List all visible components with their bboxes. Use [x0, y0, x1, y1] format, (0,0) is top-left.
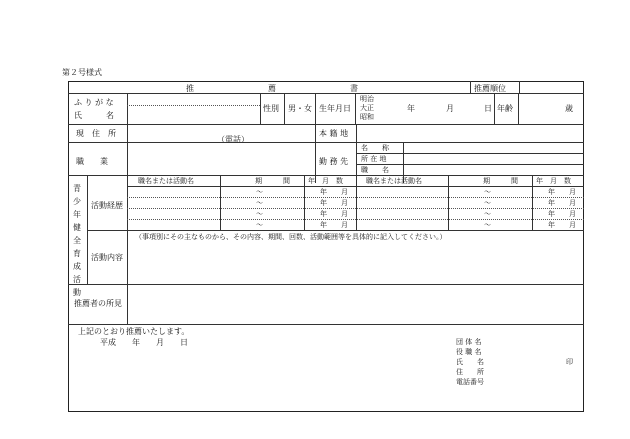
history-period-tilde-3b: ～: [484, 210, 491, 218]
dob-day-unit: 日: [484, 104, 492, 113]
sex-label: 性別: [263, 104, 279, 113]
history-header-org-1: 職名または活動名: [138, 177, 194, 185]
content-label: 活動内容: [91, 253, 123, 262]
title-char-3: 書: [350, 84, 358, 93]
era-showa: 昭和: [360, 113, 374, 121]
age-label: 年齢: [497, 104, 513, 113]
history-header-period-2: 期 間: [483, 177, 518, 185]
title-char-2: 薦: [268, 84, 276, 93]
work-position-label: 職 名: [361, 166, 389, 174]
history-header-years-1: 年 月 数: [308, 177, 343, 185]
title-char-1: 推: [186, 84, 194, 93]
history-period-tilde-4b: ～: [484, 221, 491, 229]
history-ym-2b: 年 月: [548, 199, 576, 207]
content-note: （事項別にその主なものから、その内容、期間、回数、活動範囲等を具体的に記入してください。）: [135, 233, 447, 241]
history-header-org-2: 職名または活動名: [366, 177, 422, 185]
history-ym-3b: 年 月: [548, 210, 576, 218]
age-unit: 歳: [565, 104, 573, 113]
history-period-tilde-1b: ～: [484, 188, 491, 196]
opinion-label: 推薦者の所見: [74, 299, 122, 308]
honseki-label: 本 籍 地: [319, 129, 349, 138]
dob-label: 生年月日: [319, 104, 351, 113]
occupation-label: 職 業: [76, 157, 108, 166]
history-period-tilde-2a: ～: [256, 199, 263, 207]
history-ym-3a: 年 月: [320, 210, 348, 218]
history-ym-1b: 年 月: [548, 188, 576, 196]
address-label: 現 住 所: [76, 129, 116, 138]
era-taisho: 大正: [360, 104, 374, 112]
history-period-tilde-1a: ～: [256, 188, 263, 196]
history-ym-4a: 年 月: [320, 221, 348, 229]
workplace-label: 勤 務 先: [319, 157, 349, 166]
history-period-tilde-2b: ～: [484, 199, 491, 207]
closing-text: 上記のとおり推薦いたします。: [78, 327, 190, 336]
sig-address: 住 所: [456, 368, 484, 376]
history-label: 活動経歴: [91, 201, 123, 210]
history-ym-2a: 年 月: [320, 199, 348, 207]
sig-name: 氏 名: [456, 358, 484, 366]
history-header-period-1: 期 間: [255, 177, 290, 185]
furigana-label: ふ り が な: [74, 98, 114, 107]
dob-month-unit: 月: [446, 104, 454, 113]
sig-org-name: 団 体 名: [456, 338, 482, 346]
phone-label: （電話）: [217, 135, 249, 144]
history-ym-4b: 年 月: [548, 221, 576, 229]
history-period-tilde-4a: ～: [256, 221, 263, 229]
date-line: 平成 年 月 日: [100, 338, 188, 347]
work-name-label: 名 称: [361, 144, 389, 152]
name-label: 氏 名: [74, 111, 114, 120]
seal-mark: 印: [566, 358, 573, 366]
history-ym-1a: 年 月: [320, 188, 348, 196]
rank-label: 推薦順位: [474, 84, 506, 93]
era-meiji: 明治: [360, 95, 374, 103]
dob-year-unit: 年: [407, 104, 415, 113]
sig-phone: 電話番号: [456, 378, 484, 386]
work-location-label: 所 在 地: [361, 155, 387, 163]
youth-activity-side-label: 青 少 年 健 全 育 成 活 動: [73, 184, 81, 297]
sex-value: 男・女: [288, 104, 312, 113]
sig-position: 役 職 名: [456, 348, 482, 356]
history-header-years-2: 年 月 数: [536, 177, 571, 185]
history-period-tilde-3a: ～: [256, 210, 263, 218]
form-number: 第２号様式: [62, 68, 102, 77]
